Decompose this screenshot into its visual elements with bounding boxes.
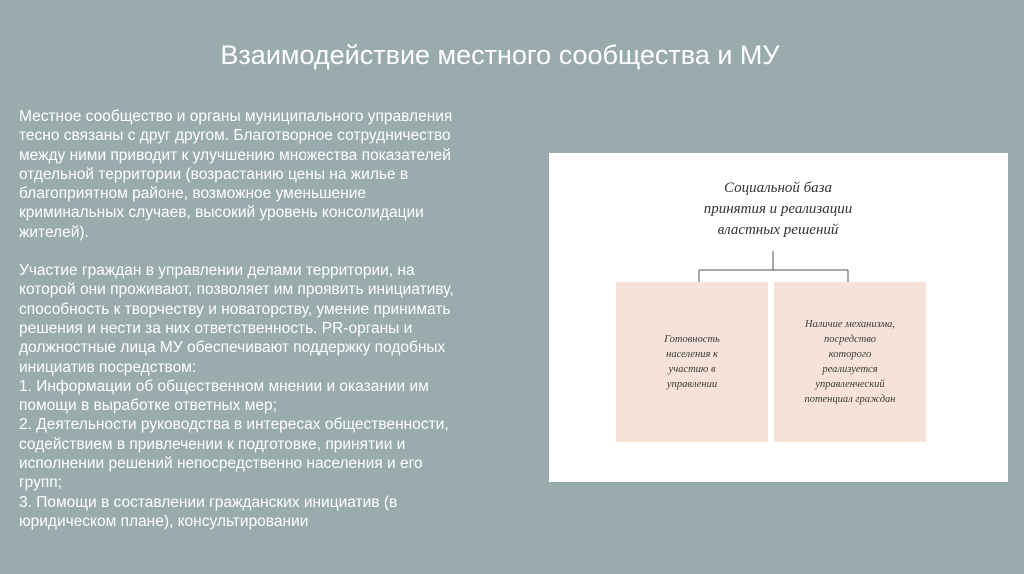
list-item-1: 1. Информации об общественном мнении и оказании им (19, 377, 429, 395)
text-line: благоприятном районе, возможное уменьшение (19, 185, 366, 203)
box-line: которого (828, 349, 872, 360)
text-line: должностные лица МУ обеспечивают поддержку подобных (19, 339, 446, 357)
box-line: Наличие механизма, (804, 319, 896, 330)
text-line: тесно связаны с друг другом. Благотворное сотрудничество (19, 127, 451, 145)
body-text (19, 107, 519, 531)
list-item-3: 3. Помощи в составлении гражданских инициатив (в (19, 493, 398, 511)
text-line: между ними приводит к улучшению множества показателей (19, 146, 451, 164)
box-line: населения к (666, 349, 718, 360)
list-item-2: 2. Деятельности руководства в интересах общественности, (19, 416, 449, 434)
text-line: Участие граждан в управлении делами территории, на (19, 262, 415, 280)
box-line: реализуется (822, 364, 878, 375)
diagram-panel (549, 153, 1008, 482)
text-line: жителей). (19, 223, 89, 241)
list-item-1-cont: помощи в выработке ответных мер; (19, 397, 277, 415)
text-line: решения и нести за них ответственность. PR-органы и (19, 319, 413, 337)
participation-paragraph (19, 261, 519, 531)
box-line: участию в (668, 364, 716, 375)
mechanism-box (774, 282, 926, 442)
text-line: криминальных случаев, высокий уровень консолидации (19, 204, 424, 222)
text-line: инициатив посредством: (19, 358, 197, 376)
diagram-root-label (658, 178, 898, 241)
list-item-2-cont: групп; (19, 474, 62, 492)
list-item-2-cont: исполнении решений непосредственно населения и его (19, 455, 423, 473)
intro-paragraph (19, 107, 519, 242)
box-line: управленческий (815, 379, 885, 390)
box-line: посредство (823, 334, 877, 345)
text-line: способность к творчеству и новаторству, умение принимать (19, 300, 451, 318)
text-line: которой они проживают, позволяет им проявить инициативу, (19, 281, 454, 299)
text-line: Местное сообщество и органы муниципального управления (19, 108, 453, 125)
root-line: Социальной база (723, 180, 833, 196)
list-item-2-cont: содействием в привлечении к подготовке, принятии и (19, 435, 406, 453)
slide-title: Взаимодействие местного сообщества и МУ (220, 40, 780, 70)
root-line: принятия и реализации (703, 201, 853, 217)
text-line: отдельной территории (возрастанию цены на жилье в (19, 165, 409, 183)
list-item-3-cont: юридическом плане), консультировании (19, 512, 309, 530)
readiness-box (616, 282, 768, 442)
box-line: потенциал граждан (804, 394, 896, 405)
box-line: управлении (666, 379, 718, 390)
box-line: Готовность (664, 334, 720, 345)
root-line: властных решений (717, 222, 839, 238)
